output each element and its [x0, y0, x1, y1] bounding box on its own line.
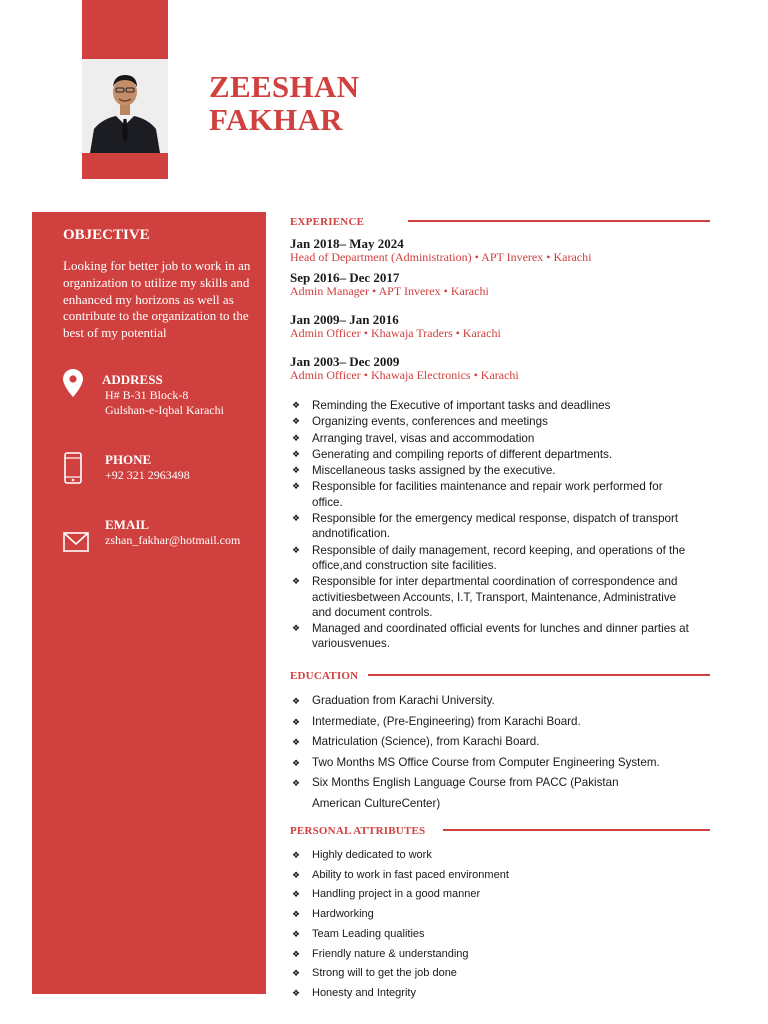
mobile-phone-icon — [64, 452, 82, 489]
objective-title: OBJECTIVE — [63, 227, 150, 243]
diamond-bullet-icon: ❖ — [292, 465, 301, 476]
diamond-bullet-icon: ❖ — [292, 623, 301, 634]
job-role: Admin Officer • Khawaja Electronics • Karachi — [290, 368, 519, 382]
list-item: ❖ Responsible for the emergency medical response, dispatch of transport andnotification. — [292, 512, 679, 541]
list-item: ❖ Honesty and Integrity — [290, 984, 690, 1004]
list-item: ❖ Highly dedicated to work — [290, 846, 690, 866]
list-item: ❖ Friendly nature & understanding — [290, 945, 690, 965]
job-dates: Sep 2016– Dec 2017 — [290, 270, 400, 285]
address-line-1: H# B-31 Block-8 — [105, 388, 189, 402]
diamond-bullet-icon: ❖ — [292, 909, 301, 920]
list-item: ❖ Matriculation (Science), from Karachi Board. — [290, 732, 690, 753]
last-name: FAKHAR — [209, 102, 343, 137]
job-dates: Jan 2018– May 2024 — [290, 236, 404, 251]
list-item: ❖ Graduation from Karachi University. — [290, 691, 690, 712]
list-item: ❖ Arranging travel, visas and accommodation — [292, 431, 535, 445]
first-name: ZEESHAN — [209, 69, 360, 104]
job-dates: Jan 2003– Dec 2009 — [290, 354, 400, 369]
profile-photo — [82, 59, 168, 153]
list-item: ❖ Responsible for inter departmental coordination of correspondence and activitiesbetween Accounts, I.T, Transport, Maintenance, Administrative and document controls. — [292, 575, 678, 619]
sidebar — [32, 212, 266, 994]
list-item: ❖ Responsible for facilities maintenance and repair work performed for office. — [292, 480, 663, 509]
envelope-icon — [63, 532, 89, 557]
diamond-bullet-icon: ❖ — [292, 416, 301, 427]
list-item: ❖ Managed and coordinated official events for lunches and dinner parties at variousvenues. — [292, 622, 689, 651]
list-item: ❖ Hardworking — [290, 905, 690, 925]
diamond-bullet-icon: ❖ — [292, 716, 301, 727]
list-item: ❖ Two Months MS Office Course from Computer Engineering System. — [290, 753, 690, 774]
objective-text: Looking for better job to work in an organization to utilize my skills and enhanced my horizons as well as contribute to the organization to the best of my potential — [63, 258, 251, 341]
diamond-bullet-icon: ❖ — [292, 928, 301, 939]
diamond-bullet-icon: ❖ — [292, 757, 301, 768]
diamond-bullet-icon: ❖ — [292, 448, 301, 459]
education-rule — [368, 674, 710, 676]
address-line-2: Gulshan-e-Iqbal Karachi — [105, 403, 224, 417]
experience-title: EXPERIENCE — [290, 216, 365, 228]
diamond-bullet-icon: ❖ — [292, 850, 301, 860]
attributes-title: PERSONAL ATTRIBUTES — [290, 825, 426, 837]
diamond-bullet-icon: ❖ — [292, 696, 301, 706]
list-item: ❖ Reminding the Executive of important tasks and deadlines — [292, 399, 611, 412]
list-item: ❖ Strong will to get the job done — [290, 964, 690, 984]
diamond-bullet-icon: ❖ — [292, 513, 301, 524]
experience-duties-list — [290, 398, 690, 653]
diamond-bullet-icon: ❖ — [292, 968, 301, 979]
phone-value: +92 321 2963498 — [105, 468, 190, 482]
address-title: ADDRESS — [102, 372, 163, 387]
education-list — [290, 691, 690, 814]
job-role: Admin Officer • Khawaja Traders • Karachi — [290, 326, 501, 340]
education-title: EDUCATION — [290, 670, 359, 682]
diamond-bullet-icon: ❖ — [292, 576, 301, 587]
job-dates: Jan 2009– Jan 2016 — [290, 312, 399, 327]
list-item: ❖ Organizing events, conferences and meetings — [292, 415, 548, 429]
diamond-bullet-icon: ❖ — [292, 481, 301, 492]
diamond-bullet-icon: ❖ — [292, 544, 301, 555]
experience-rule — [408, 220, 710, 222]
list-item: ❖ Responsible of daily management, record keeping, and operations of the office,and construction site facilities. — [292, 543, 686, 572]
diamond-bullet-icon: ❖ — [292, 889, 301, 900]
list-item: ❖ Team Leading qualities — [290, 925, 690, 945]
job-role: Head of Department (Administration) • APT Inverex • Karachi — [290, 250, 592, 264]
list-item: ❖ Generating and compiling reports of different departments. — [292, 447, 613, 461]
diamond-bullet-icon: ❖ — [292, 948, 301, 959]
diamond-bullet-icon: ❖ — [292, 869, 301, 880]
diamond-bullet-icon: ❖ — [292, 432, 301, 443]
diamond-bullet-icon: ❖ — [292, 737, 301, 747]
list-item: ❖ Miscellaneous tasks assigned by the executive. — [292, 464, 556, 478]
diamond-bullet-icon: ❖ — [292, 400, 301, 410]
list-item: ❖ Six Months English Language Course from PACC (Pakistan American CultureCenter) — [290, 773, 690, 814]
attributes-list — [290, 846, 690, 1004]
attributes-rule — [443, 829, 710, 831]
diamond-bullet-icon: ❖ — [292, 987, 301, 998]
list-item: ❖ Ability to work in fast paced environment — [290, 866, 690, 886]
phone-title: PHONE — [105, 452, 152, 467]
candidate-name — [209, 70, 359, 136]
list-item: ❖ Intermediate, (Pre-Engineering) from Karachi Board. — [290, 712, 690, 733]
email-title: EMAIL — [105, 517, 150, 532]
diamond-bullet-icon: ❖ — [292, 778, 301, 788]
location-pin-icon — [63, 369, 83, 402]
list-item: ❖ Handling project in a good manner — [290, 885, 690, 905]
job-role: Admin Manager • APT Inverex • Karachi — [290, 284, 489, 298]
email-value[interactable]: zshan_fakhar@hotmail.com — [105, 533, 241, 547]
